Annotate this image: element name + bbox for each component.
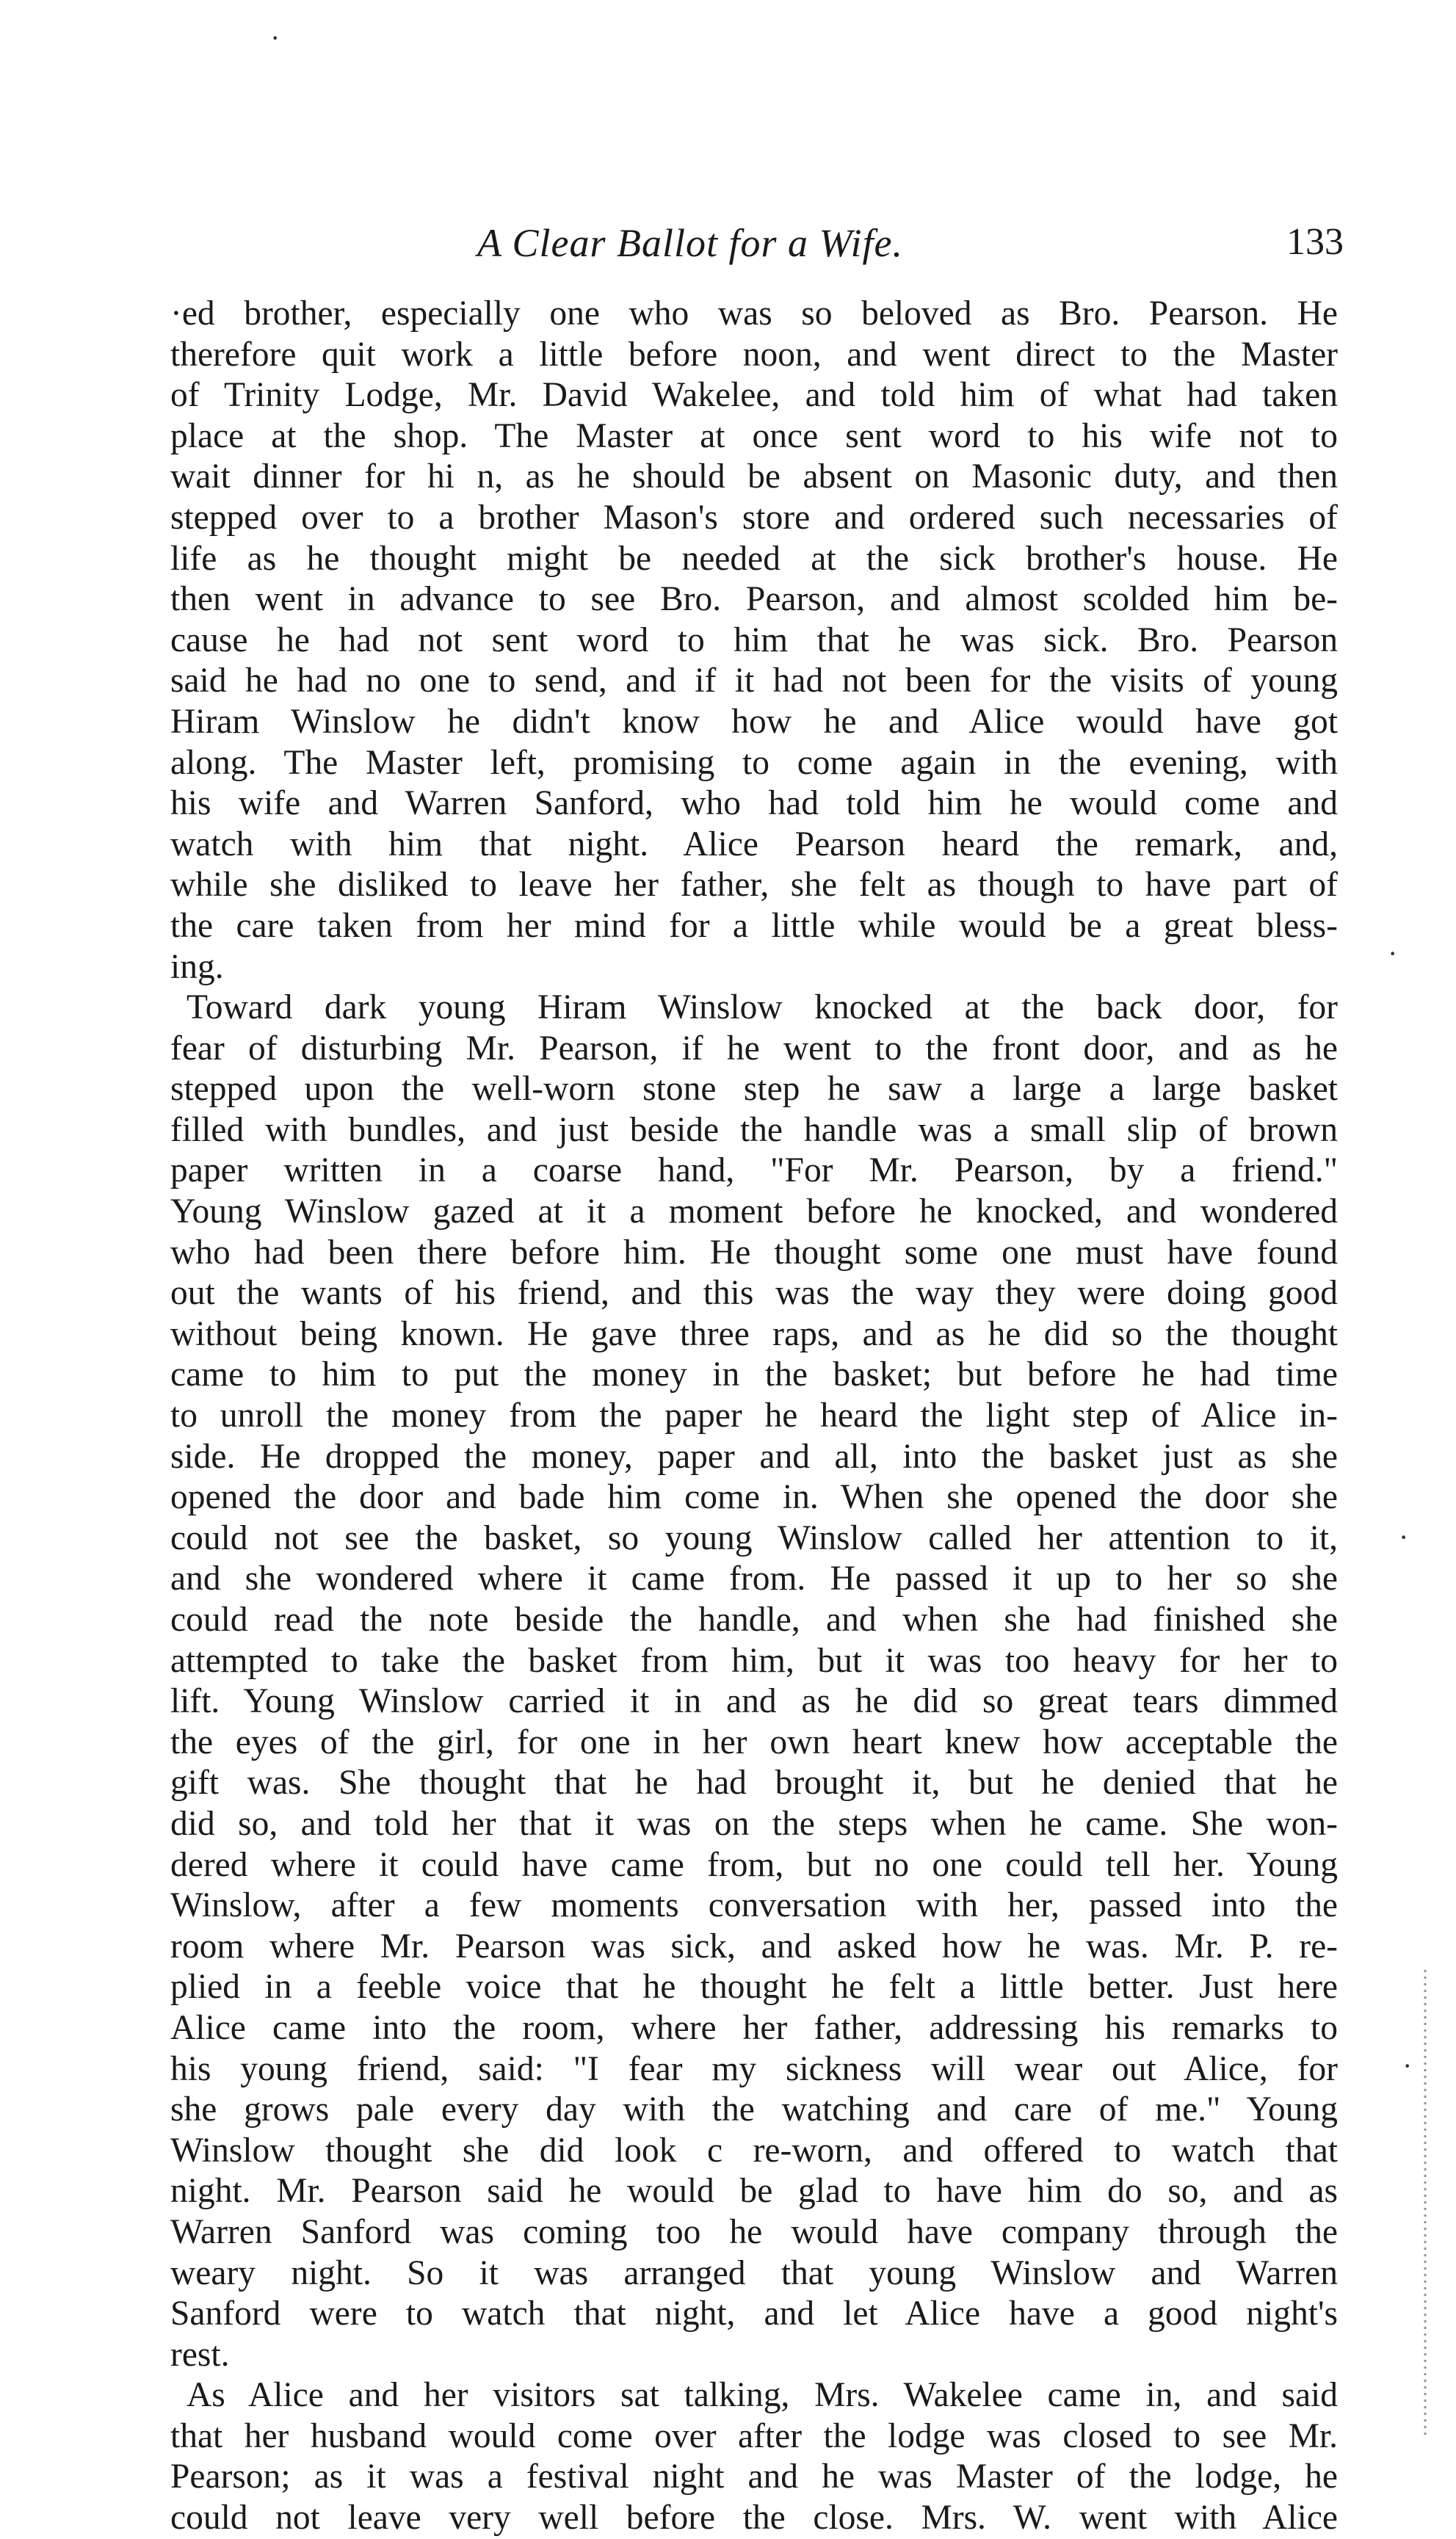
- body-text: [170, 294, 1338, 2539]
- text-line: stepped upon the well-worn stone step he saw a large a large basket: [170, 1070, 1338, 1109]
- text-line: weary night. So it was arranged that young Winslow and Warren: [170, 2253, 1338, 2292]
- running-title: A Clear Ballot for a Wife.: [477, 221, 904, 265]
- text-line: to unroll the money from the paper he heard the light step of Alice in-: [170, 1397, 1338, 1435]
- text-line: came to him to put the money in the basket; but before he had time: [170, 1355, 1338, 1394]
- text-line: did so, and told her that it was on the steps when he came. She won-: [170, 1804, 1338, 1843]
- text-line: gift was. She thought that he had brought it, but he denied that he: [170, 1764, 1338, 1803]
- text-line: of Trinity Lodge, Mr. David Wakelee, and told him of what had taken: [170, 376, 1338, 415]
- text-line: his wife and Warren Sanford, who had told him he would come and: [170, 784, 1338, 823]
- text-line: paper written in a coarse hand, "For Mr. Pearson, by a friend.": [170, 1151, 1338, 1190]
- text-line: his young friend, said: "I fear my sickness will wear out Alice, for: [170, 2049, 1338, 2088]
- margin-dots: [1423, 1968, 1427, 2438]
- text-line: watch with him that night. Alice Pearson heard the remark, and,: [170, 825, 1338, 863]
- text-line: that her husband would come over after the lodge was closed to see Mr.: [170, 2416, 1338, 2455]
- text-line: life as he thought might be needed at the sick brother's house. He: [170, 539, 1338, 578]
- text-line: attempted to take the basket from him, but it was too heavy for her to: [170, 1641, 1338, 1680]
- text-line: cause he had not sent word to him that he was sick. Bro. Pearson: [170, 620, 1338, 659]
- text-line: stepped over to a brother Mason's store and ordered such necessaries of: [170, 498, 1338, 537]
- text-line: side. He dropped the money, paper and all, into the basket just as she: [170, 1437, 1338, 1476]
- stray-mark: ·: [1402, 2049, 1413, 2082]
- text-line: place at the shop. The Master at once sent word to his wife not to: [170, 416, 1338, 455]
- text-line: lift. Young Winslow carried it in and as he did so great tears dimmed: [170, 1682, 1338, 1721]
- text-line: Winslow thought she did look c re-worn, and offered to watch that: [170, 2131, 1338, 2170]
- text-line: then went in advance to see Bro. Pearson, and almost scolded him be-: [170, 580, 1338, 619]
- text-line: the care taken from her mind for a little while would be a great bless-: [170, 906, 1338, 945]
- text-line: could not leave very well before the close. Mrs. W. went with Alice: [170, 2499, 1338, 2538]
- text-line: Winslow, after a few moments conversation with her, passed into the: [170, 1886, 1338, 1925]
- text-line: said he had no one to send, and if it had not been for the visits of young: [170, 662, 1338, 700]
- text-line: Sanford were to watch that night, and let Alice have a good night's: [170, 2294, 1338, 2333]
- text-line: ing.: [170, 947, 224, 986]
- text-line: dered where it could have came from, but no one could tell her. Young: [170, 1845, 1338, 1884]
- text-line: Toward dark young Hiram Winslow knocked at the back door, for: [186, 988, 1338, 1027]
- stray-mark: ·: [270, 21, 280, 54]
- text-line: room where Mr. Pearson was sick, and asked how he was. Mr. P. re-: [170, 1927, 1338, 1966]
- text-line: without being known. He gave three raps, and as he did so the thought: [170, 1314, 1338, 1353]
- page-number: 133: [1286, 221, 1344, 263]
- text-line: night. Mr. Pearson said he would be glad to have him do so, and as: [170, 2172, 1338, 2211]
- text-line: along. The Master left, promising to come again in the evening, with: [170, 743, 1338, 782]
- text-line: out the wants of his friend, and this was the way they were doing good: [170, 1274, 1338, 1313]
- text-line: could not see the basket, so young Winslow called her attention to it,: [170, 1518, 1338, 1557]
- text-line: wait dinner for hi n, as he should be absent on Masonic duty, and then: [170, 457, 1338, 496]
- stray-mark: ·: [1388, 937, 1398, 970]
- text-line: opened the door and bade him come in. When she opened the door she: [170, 1478, 1338, 1517]
- text-line: could read the note beside the handle, and when she had finished she: [170, 1601, 1338, 1639]
- text-line: filled with bundles, and just beside the handle was a small slip of brown: [170, 1110, 1338, 1149]
- text-line: fear of disturbing Mr. Pearson, if he went to the front door, and as he: [170, 1029, 1338, 1068]
- text-line: Hiram Winslow he didn't know how he and Alice would have got: [170, 702, 1338, 741]
- text-line: she grows pale every day with the watching and care of me." Young: [170, 2090, 1338, 2129]
- text-line: while she disliked to leave her father, she felt as though to have part of: [170, 866, 1338, 905]
- text-line: plied in a feeble voice that he thought he felt a little better. Just here: [170, 1968, 1338, 2007]
- text-line: and she wondered where it came from. He passed it up to her so she: [170, 1560, 1338, 1598]
- text-line: who had been there before him. He thought some one must have found: [170, 1233, 1338, 1272]
- text-line: ·ed brother, especially one who was so beloved as Bro. Pearson. He: [170, 294, 1338, 333]
- text-line: Pearson; as it was a festival night and he was Master of the lodge, he: [170, 2457, 1338, 2496]
- text-line: Alice came into the room, where her father, addressing his remarks to: [170, 2008, 1338, 2047]
- text-line: Warren Sanford was coming too he would have company through the: [170, 2212, 1338, 2251]
- text-line: rest.: [170, 2335, 230, 2374]
- text-line: the eyes of the girl, for one in her own heart knew how acceptable the: [170, 1723, 1338, 1761]
- text-line: therefore quit work a little before noon, and went direct to the Master: [170, 335, 1338, 374]
- text-line: As Alice and her visitors sat talking, Mrs. Wakelee came in, and said: [186, 2376, 1338, 2415]
- stray-mark: ·: [1399, 1521, 1409, 1554]
- page-header: [169, 220, 1344, 286]
- text-line: Young Winslow gazed at it a moment before he knocked, and wondered: [170, 1192, 1338, 1231]
